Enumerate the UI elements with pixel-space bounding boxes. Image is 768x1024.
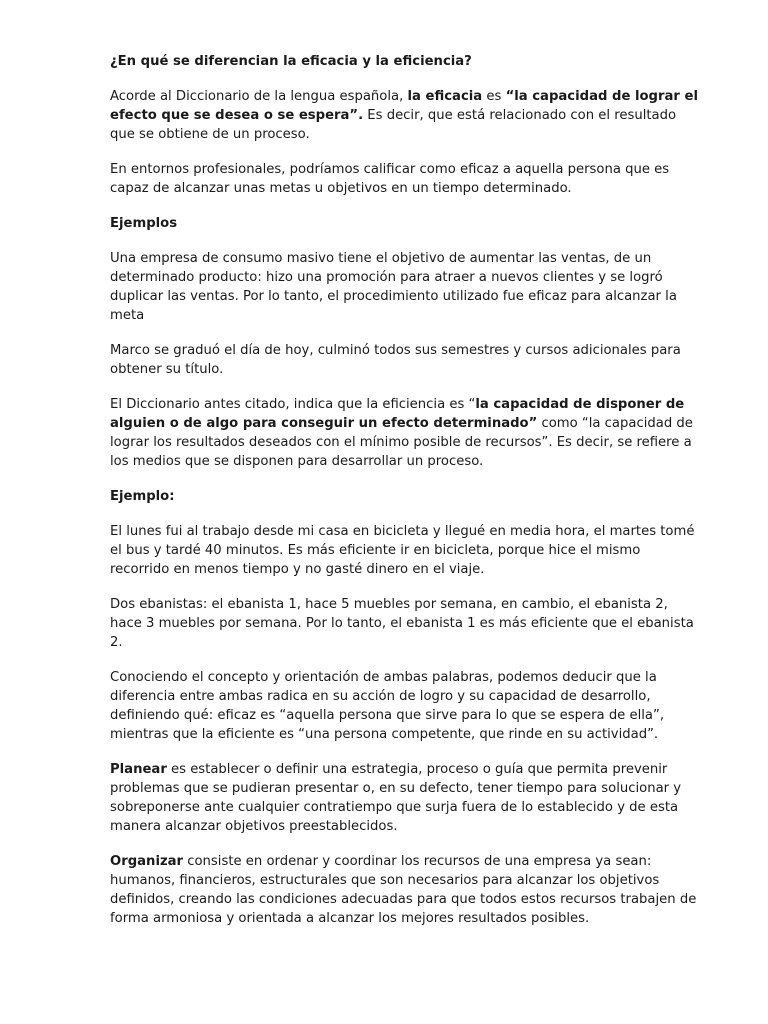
text-span: como “la capacidad de lograr los resultados deseados con el mínimo posible de recursos”. Es decir, se refiere a los medios que se disponen para desarrollar un proceso. [110,416,693,469]
bold-definition-eficiencia: la capacidad de disponer de alguien o de algo para conseguir un efecto determinado” [110,397,685,431]
text-span: es [482,89,506,104]
paragraph-eficiencia-definition [110,395,700,471]
paragraph-empresa-ejemplo: Una empresa de consumo masivo tiene el objetivo de aumentar las ventas, de un determinado producto: hizo una promoción para atraer a nuevos clientes y se logró duplicar las ventas. Por lo tanto, el procedimiento utilizado fue eficaz para alcanzar la meta [110,251,677,323]
bold-term-planear: Planear [110,762,167,777]
document-title: ¿En qué se diferencian la eficacia y la eficiencia? [110,54,472,69]
paragraph-diferencia: Conociendo el concepto y orientación de ambas palabras, podemos deducir que la diferencia entre ambas radica en su acción de logro y su capacidad de desarrollo, definiendo qué: eficaz es “aquella persona que sirve para lo que se espera de ella”, mientras que la eficiente es “una persona competente, que rinde en su actividad”. [110,670,665,742]
paragraph-entornos: En entornos profesionales, podríamos calificar como eficaz a aquella persona que es capaz de alcanzar unas metas u objetivos en un tiempo determinado. [110,162,670,196]
paragraph-bicicleta-ejemplo: El lunes fui al trabajo desde mi casa en bicicleta y llegué en media hora, el martes tomé el bus y tardé 40 minutos. Es más eficiente ir en bicicleta, porque hice el mismo recorrido en menos tiempo y no gasté dinero en el viaje. [110,524,695,577]
bold-term-organizar: Organizar [110,854,184,869]
bold-term-eficacia: la eficacia [407,89,483,104]
heading-ejemplos: Ejemplos [110,216,178,231]
document-page [110,52,700,944]
paragraph-marco-ejemplo: Marco se graduó el día de hoy, culminó todos sus semestres y cursos adicionales para obtener su título. [110,343,681,377]
text-span: consiste en ordenar y coordinar los recursos de una empresa ya sean: humanos, financieros, estructurales que son necesarios para alcanzar los objetivos definidos, creando las condiciones adecuadas para que todos estos recursos trabajen de forma armoniosa y orientada a alcanzar los mejores resultados posibles. [110,854,697,926]
heading-ejemplo: Ejemplo: [110,489,175,504]
paragraph-eficacia-definition [110,87,700,144]
text-span: Acorde al Diccionario de la lengua española, [110,89,408,104]
paragraph-planear [110,760,700,836]
bold-definition-eficacia: “la capacidad de lograr el efecto que se desea o se espera”. [110,89,698,123]
text-span: El Diccionario antes citado, indica que la eficiencia es “ [110,397,476,412]
paragraph-organizar [110,852,700,928]
paragraph-ebanistas-ejemplo: Dos ebanistas: el ebanista 1, hace 5 muebles por semana, en cambio, el ebanista 2, hace 3 muebles por semana. Por lo tanto, el ebanista 1 es más eficiente que el ebanista 2. [110,597,694,650]
text-span: Es decir, que está relacionado con el resultado que se obtiene de un proceso. [110,108,677,142]
text-span: es establecer o definir una estrategia, proceso o guía que permita prevenir problemas que se pudieran presentar o, en su defecto, tener tiempo para solucionar y sobreponerse ante cualquier contratiempo que surja fuera de lo establecido y de esta manera alcanzar objetivos preestablecidos. [110,762,682,834]
